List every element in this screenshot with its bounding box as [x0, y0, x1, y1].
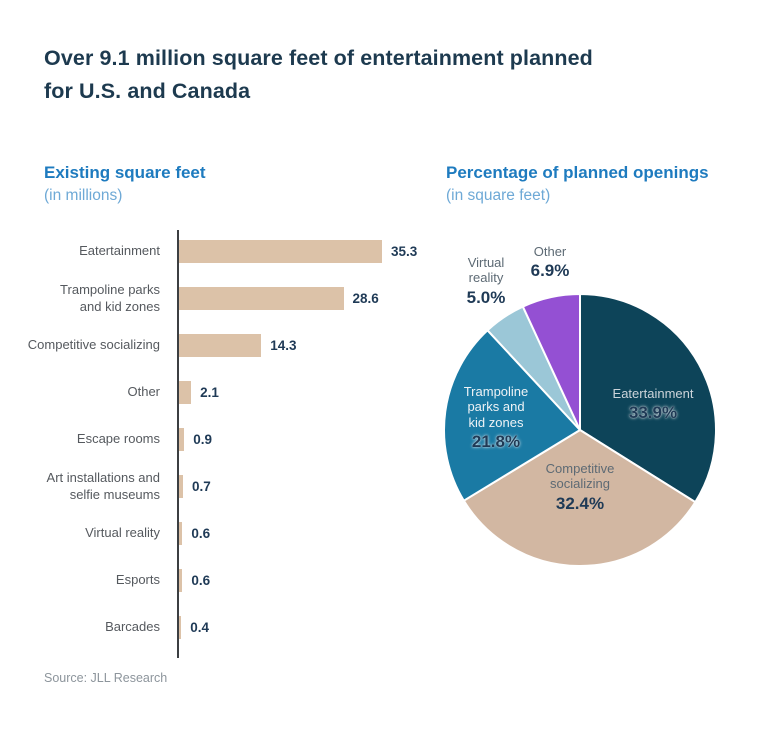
- bar-chart-axis: [177, 230, 179, 658]
- bar-track: [179, 616, 435, 639]
- bar-value-label: 0.9: [193, 432, 212, 447]
- pie-chart: [440, 240, 752, 600]
- page-title: Over 9.1 million square feet of entertainment planned for U.S. and Canada: [44, 46, 593, 104]
- bar: [179, 522, 182, 545]
- pie-label-text: socializing: [550, 476, 610, 492]
- bar-value-label: 0.6: [191, 573, 211, 588]
- pie-chart-subheading: (in square feet): [446, 187, 551, 205]
- bar-category-label: Barcades: [105, 619, 160, 635]
- bar: [179, 475, 183, 498]
- bar-row: [23, 604, 435, 651]
- bar-track: [179, 381, 435, 404]
- pie-label-competitive-socializing: [515, 461, 645, 514]
- bar-row: [23, 557, 435, 604]
- bar-track: [179, 475, 435, 498]
- bar-chart-subheading: (in millions): [44, 187, 123, 205]
- bar: [179, 240, 382, 263]
- pie-label-text: Competitive: [545, 461, 615, 476]
- bar-rows: [23, 228, 435, 651]
- bar-chart-heading: Existing square feet: [44, 163, 206, 182]
- pie-pct-label: 21.8%: [471, 431, 521, 451]
- bar-row: [23, 275, 435, 322]
- bar: [179, 334, 261, 357]
- bar-category-label: Other: [127, 384, 160, 400]
- bar-category-label: Virtual reality: [85, 525, 160, 541]
- bar-category-label: Escape rooms: [76, 431, 160, 447]
- bar-row: [23, 463, 435, 510]
- pie-label-text: Trampoline: [463, 384, 529, 399]
- bar-track: [179, 240, 435, 263]
- bar: [179, 428, 184, 451]
- pie-label-text: parks and: [467, 399, 525, 415]
- bar-category-label: Esports: [115, 572, 160, 588]
- bar-value-label: 0.4: [190, 620, 210, 635]
- pie-label-text: Eatertainment: [612, 386, 694, 401]
- bar-value-label: 0.7: [192, 479, 211, 494]
- bar-category-label: Trampoline parks and kid zones: [60, 282, 160, 314]
- bar-value-label: 2.1: [200, 385, 219, 400]
- pie-label-text: reality: [468, 270, 504, 286]
- pie-chart-heading: Percentage of planned openings: [446, 163, 709, 182]
- bar-track: [179, 428, 435, 451]
- bar-row: [23, 510, 435, 557]
- bar: [179, 569, 182, 592]
- pie-label-text: Other: [533, 244, 567, 259]
- pie-label-other: [510, 244, 590, 281]
- bar-row: [23, 228, 435, 275]
- bar: [179, 616, 181, 639]
- bar-chart-header: [44, 163, 404, 205]
- bar-category-label: Eatertainment: [79, 243, 160, 259]
- bar-track: [179, 569, 435, 592]
- bar-row: [23, 416, 435, 463]
- bar-track: [179, 334, 435, 357]
- bar-value-label: 28.6: [352, 291, 379, 306]
- bar-chart: [23, 228, 435, 651]
- pie-pct-label: 32.4%: [555, 493, 605, 513]
- bar-category-label: Competitive socializing: [27, 337, 160, 353]
- pie-label-eatertainment: [590, 386, 716, 423]
- bar-row: [23, 322, 435, 369]
- bar: [179, 381, 191, 404]
- source-note: Source: JLL Research: [44, 671, 168, 685]
- bar-category-label: Art installations and selfie museums: [46, 470, 160, 502]
- pie-label-trampoline: [448, 384, 544, 452]
- pie-pct-label: 5.0%: [466, 287, 506, 307]
- bar: [179, 287, 344, 310]
- bar-row: [23, 369, 435, 416]
- bar-track: [179, 287, 435, 310]
- bar-track: [179, 522, 435, 545]
- pie-chart-header: [446, 163, 768, 205]
- bar-value-label: 35.3: [391, 244, 418, 259]
- bar-value-label: 0.6: [191, 526, 211, 541]
- pie-label-text: Virtual: [467, 255, 505, 270]
- pie-label-text: kid zones: [468, 414, 524, 430]
- pie-pct-label: 33.9%: [628, 403, 678, 423]
- bar-value-label: 14.3: [270, 338, 297, 353]
- pie-pct-label: 6.9%: [530, 261, 570, 281]
